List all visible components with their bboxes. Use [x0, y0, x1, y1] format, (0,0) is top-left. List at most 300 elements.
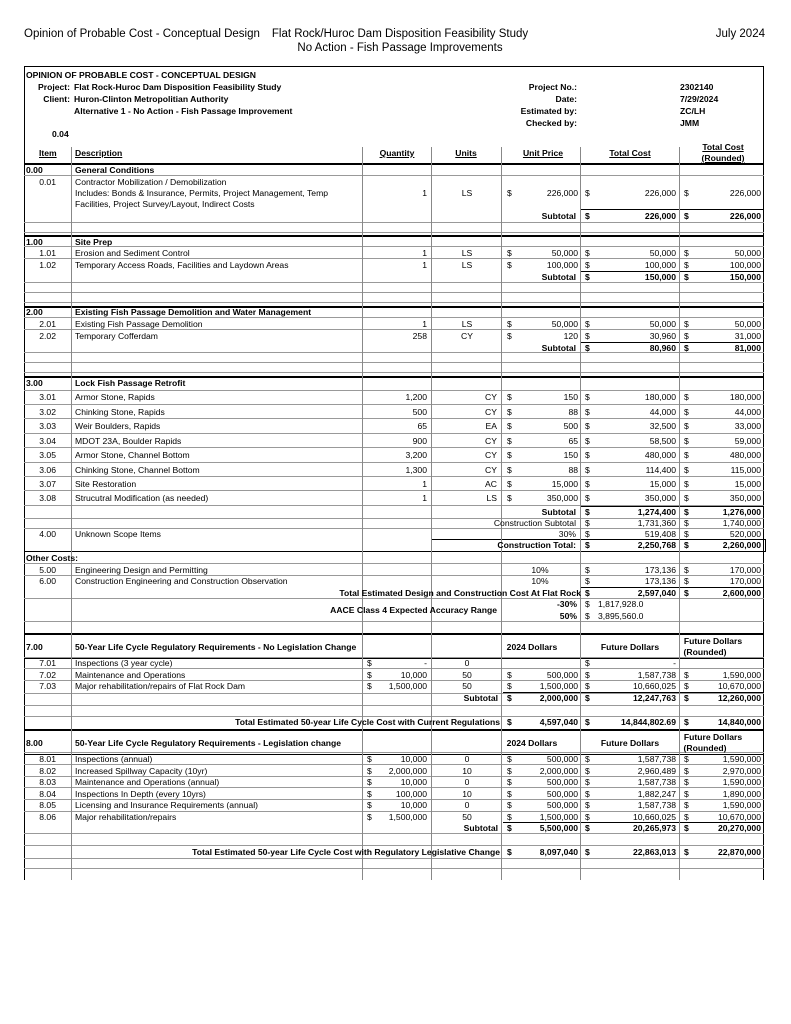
checked-by-label: Checked by: [525, 118, 577, 128]
currency-symbol: $ [684, 479, 689, 489]
currency-symbol: $ [507, 319, 512, 329]
row-unit-price: 150 [563, 392, 578, 402]
currency-symbol: $ [507, 407, 512, 417]
row-total-rounded: 170,000 [729, 576, 761, 586]
currency-symbol: $ [507, 436, 512, 446]
section-title: Existing Fish Passage Demolition and Water Management [75, 307, 312, 317]
column-divider [679, 147, 680, 880]
currency-symbol: $ [585, 800, 590, 810]
currency-symbol: $ [585, 479, 590, 489]
page-header-subtitle: No Action - Fish Passage Improvements [297, 42, 503, 54]
row-description: Increased Spillway Capacity (10yr) [75, 766, 208, 776]
accuracy-high-value: 3,895,560.0 [598, 611, 644, 621]
currency-symbol: $ [367, 670, 372, 680]
row-rule [24, 462, 764, 463]
row-item-number: 1.01 [39, 248, 56, 258]
row-quantity: 1 [422, 493, 427, 503]
alternative-name: Alternative 1 - No Action - Fish Passage Improvement [74, 106, 293, 116]
row-item-number: 5.00 [39, 565, 56, 575]
row-quantity: 1 [422, 188, 427, 198]
row-description: Armor Stone, Channel Bottom [75, 450, 190, 460]
row-item-number: 8.03 [39, 777, 56, 787]
subtotal-value: 150,000 [644, 272, 676, 282]
currency-symbol: $ [585, 565, 590, 575]
row-units: CY [485, 465, 497, 475]
currency-symbol: $ [585, 493, 590, 503]
row-2024-dollars: 1,500,000 [539, 812, 578, 822]
row-item-number: 3.02 [39, 407, 56, 417]
row-unit-price: 226,000 [546, 188, 578, 198]
row-item-number: 7.02 [39, 670, 56, 680]
currency-symbol: $ [684, 576, 689, 586]
row-percent: 10% [531, 576, 549, 586]
currency-symbol: $ [585, 248, 590, 258]
row-rule [24, 433, 764, 434]
row-2024-dollars: 500,000 [546, 789, 578, 799]
row-total-cost: 58,500 [649, 436, 676, 446]
row-total-rounded: 350,000 [729, 493, 761, 503]
row-total-cost: 30,960 [649, 331, 676, 341]
subtotal-2024-dollars: 5,500,000 [539, 823, 578, 833]
row-future-dollars: - [673, 658, 676, 668]
currency-symbol: $ [507, 670, 512, 680]
row-total-rounded: 170,000 [729, 565, 761, 575]
row-total-rounded: 50,000 [734, 319, 761, 329]
row-total-cost: 114,400 [645, 465, 676, 475]
currency-symbol: $ [684, 392, 689, 402]
currency-symbol: $ [507, 812, 512, 822]
currency-symbol: $ [507, 766, 512, 776]
row-quantity: 1,300 [405, 465, 427, 475]
currency-symbol: $ [684, 565, 689, 575]
row-total-cost: 15,000 [649, 479, 676, 489]
currency-symbol: $ [684, 331, 689, 341]
row-future-dollars: 1,587,738 [637, 777, 676, 787]
row-rule [24, 246, 764, 247]
column-header-item: Item [39, 148, 57, 158]
row-total-rounded: 115,000 [730, 465, 761, 475]
row-description: Temporary Access Roads, Facilities and Laydown Areas [75, 260, 289, 270]
row-total-cost: 44,000 [649, 407, 676, 417]
row-2024-dollars: 500,000 [546, 800, 578, 810]
row-annual-cost: 10,000 [400, 754, 427, 764]
subtotal-future-dollars: 20,265,973 [632, 823, 676, 833]
row-units: CY [485, 407, 497, 417]
row-rule [24, 490, 764, 491]
column-divider [71, 147, 72, 880]
project-no: 2302140 [680, 82, 714, 92]
row-total-rounded: 180,000 [729, 392, 761, 402]
row-description: Major rehabilitation/repairs of Flat Rock Dam [75, 681, 246, 691]
row-total-cost: 50,000 [649, 248, 676, 258]
row-total-cost: 100,000 [644, 260, 676, 270]
row-description: Maintenance and Operations (annual) [75, 777, 220, 787]
row-2024-dollars: 500,000 [546, 754, 578, 764]
row-description: Inspections (annual) [75, 754, 153, 764]
row-future-dollars: 10,660,025 [632, 812, 676, 822]
column-header-future-rounded: Future Dollars [683, 636, 743, 646]
row-units: AC [485, 479, 497, 489]
row-rule [24, 292, 764, 293]
row-item-number: 7.03 [39, 681, 56, 691]
subtotal-rounded: 81,000 [734, 343, 761, 353]
currency-symbol: $ [585, 658, 590, 668]
row-description: Existing Fish Passage Demolition [75, 319, 203, 329]
row-rule [24, 563, 764, 564]
currency-symbol: $ [507, 789, 512, 799]
row-description: Engineering Design and Permitting [75, 565, 208, 575]
row-description: Weir Boulders, Rapids [75, 421, 161, 431]
page-header-center: Flat Rock/Huroc Dam Disposition Feasibility Study [271, 28, 529, 40]
row-item-number: 7.01 [39, 658, 56, 668]
row-2024-dollars: 2,000,000 [539, 766, 578, 776]
currency-symbol: $ [684, 421, 689, 431]
row-years: 0 [464, 800, 470, 810]
row-units: LS [461, 319, 473, 329]
row-rule [24, 868, 764, 869]
column-header-description: Description [75, 148, 123, 158]
section-number: 8.00 [26, 738, 43, 748]
row-percent: 10% [531, 565, 549, 575]
row-description: Inspections In Depth (every 10yrs) [75, 789, 206, 799]
client-label: Client: [43, 94, 70, 104]
subtotal-rounded: 1,276,000 [722, 507, 761, 517]
row-unit-price: 65 [568, 436, 578, 446]
row-quantity: 1,200 [405, 392, 427, 402]
row-years: 10 [462, 766, 472, 776]
currency-symbol: $ [585, 188, 590, 198]
currency-symbol: $ [585, 693, 590, 703]
currency-symbol: $ [585, 681, 590, 691]
currency-symbol: $ [585, 319, 590, 329]
row-2024-dollars: 500,000 [546, 670, 578, 680]
row-units: CY [485, 436, 497, 446]
row-unit-price: 100,000 [546, 260, 578, 270]
row-quantity: 1 [422, 248, 427, 258]
currency-symbol: $ [507, 800, 512, 810]
currency-symbol: $ [507, 754, 512, 764]
currency-symbol: $ [585, 343, 590, 353]
life-cycle-total-2024: 4,597,040 [539, 717, 578, 727]
row-future-rounded: 10,670,000 [717, 681, 761, 691]
row-future-rounded: 2,970,000 [722, 766, 761, 776]
row-item-number: 1.02 [39, 260, 56, 270]
row-total-rounded: 44,000 [734, 407, 761, 417]
currency-symbol: $ [367, 812, 372, 822]
row-units: LS [486, 493, 497, 503]
currency-symbol: $ [507, 465, 512, 475]
row-future-rounded: 1,590,000 [722, 800, 761, 810]
currency-symbol: $ [684, 272, 689, 282]
row-future-rounded: 1,590,000 [722, 777, 761, 787]
column-header-unit-price: Unit Price [522, 148, 564, 158]
construction-total-label: Construction Total: [497, 540, 576, 550]
checked-by: JMM [680, 118, 700, 128]
section-number: 1.00 [26, 237, 43, 247]
row-annual-cost: 10,000 [400, 777, 427, 787]
subtotal-value: 226,000 [644, 211, 676, 221]
subtotal-label: Subtotal [463, 693, 498, 703]
version-number: 0.04 [52, 129, 69, 139]
row-item-number: 8.04 [39, 789, 56, 799]
currency-symbol: $ [585, 812, 590, 822]
row-annual-cost: 10,000 [400, 800, 427, 810]
row-annual-cost: 1,500,000 [388, 812, 427, 822]
currency-symbol: $ [684, 465, 689, 475]
page-header-left: Opinion of Probable Cost - Conceptual Design [24, 28, 260, 40]
column-header-rounded: (Rounded) [683, 647, 727, 657]
row-description: Temporary Cofferdam [75, 331, 158, 341]
currency-symbol: $ [585, 529, 590, 539]
row-item-number: 2.01 [39, 319, 56, 329]
column-divider [431, 147, 432, 880]
currency-symbol: $ [684, 248, 689, 258]
column-header-total-rounded: Total Cost [702, 142, 744, 152]
construction-subtotal-label: Construction Subtotal [493, 518, 576, 528]
row-future-dollars: 1,587,738 [637, 754, 676, 764]
row-units: EA [485, 421, 497, 431]
currency-symbol: $ [367, 754, 372, 764]
currency-symbol: $ [507, 717, 512, 727]
row-total-cost: 480,000 [644, 450, 676, 460]
currency-symbol: $ [684, 343, 689, 353]
currency-symbol: $ [684, 450, 689, 460]
column-header-future-rounded: Future Dollars [683, 732, 743, 742]
accuracy-low-value: 1,817,928.0 [598, 599, 644, 609]
row-quantity: 1 [422, 319, 427, 329]
column-divider [580, 147, 581, 880]
currency-symbol: $ [684, 681, 689, 691]
currency-symbol: $ [585, 754, 590, 764]
row-annual-cost: 10,000 [400, 670, 427, 680]
row-description: Contractor Mobilization / Demobilization [75, 177, 227, 187]
column-divider [362, 147, 363, 880]
row-years: 50 [462, 812, 472, 822]
row-item-number: 3.05 [39, 450, 56, 460]
row-unit-price: 88 [568, 465, 578, 475]
subtotal-future-dollars: 12,247,763 [632, 693, 676, 703]
section-divider [24, 633, 764, 635]
row-rule [24, 858, 764, 859]
currency-symbol: $ [684, 812, 689, 822]
row-description: Maintenance and Operations [75, 670, 186, 680]
currency-symbol: $ [684, 260, 689, 270]
project-label: Project: [38, 82, 70, 92]
column-header-future-dollars: Future Dollars [600, 642, 660, 652]
row-description: Erosion and Sediment Control [75, 248, 190, 258]
row-description: Armor Stone, Rapids [75, 392, 155, 402]
subtotal-rounded: 150,000 [729, 272, 761, 282]
currency-symbol: $ [367, 800, 372, 810]
currency-symbol: $ [684, 319, 689, 329]
column-header-total-cost: Total Cost [609, 148, 651, 158]
row-item-number: 6.00 [39, 576, 56, 586]
row-description: Licensing and Insurance Requirements (annual) [75, 800, 258, 810]
subtotal-value: 1,274,400 [637, 507, 676, 517]
row-rule [24, 705, 764, 706]
currency-symbol: $ [684, 777, 689, 787]
section-title: 50-Year Life Cycle Regulatory Requirements - Legislation change [75, 738, 342, 748]
currency-symbol: $ [367, 777, 372, 787]
currency-symbol: $ [684, 588, 689, 598]
life-cycle-total-2024: 8,097,040 [539, 847, 578, 857]
row-rule [24, 418, 764, 419]
currency-symbol: $ [684, 766, 689, 776]
total-design-construction-label: Total Estimated Design and Construction Cost At Flat Rock [339, 588, 581, 598]
section-divider [24, 235, 764, 237]
row-description: Unknown Scope Items [75, 529, 161, 539]
row-description: Chinking Stone, Rapids [75, 407, 165, 417]
row-unit-price: 500 [563, 421, 578, 431]
client-name: Huron-Clinton Metropolitian Authority [74, 94, 229, 104]
section-number: 0.00 [26, 165, 43, 175]
row-description: Chinking Stone, Channel Bottom [75, 465, 200, 475]
currency-symbol: $ [684, 407, 689, 417]
currency-symbol: $ [585, 823, 590, 833]
row-future-dollars: 1,882,247 [637, 789, 676, 799]
row-item-number: 8.02 [39, 766, 56, 776]
row-future-dollars: 1,587,738 [637, 800, 676, 810]
row-quantity: 1 [422, 260, 427, 270]
row-annual-cost: 100,000 [395, 789, 427, 799]
row-rule [24, 621, 764, 622]
row-unit-price: 350,000 [546, 493, 578, 503]
row-rule [24, 476, 764, 477]
row-rule [24, 372, 764, 373]
currency-symbol: $ [684, 436, 689, 446]
currency-symbol: $ [367, 681, 372, 691]
life-cycle-total-label: Total Estimated 50-year Life Cycle Cost with Regulatory Legislative Change [192, 847, 500, 857]
currency-symbol: $ [585, 392, 590, 402]
column-header-rounded: (Rounded) [683, 743, 727, 753]
row-rule [24, 390, 764, 391]
accuracy-low-percent: -30% [556, 599, 577, 609]
row-item-number: 8.06 [39, 812, 56, 822]
currency-symbol: $ [684, 800, 689, 810]
subtotal-rounded: 226,000 [729, 211, 761, 221]
row-total-rounded: 15,000 [734, 479, 761, 489]
construction-subtotal-rounded: 1,740,000 [722, 518, 761, 528]
row-rule [24, 232, 764, 233]
row-unit-price: 15,000 [551, 479, 578, 489]
row-quantity: 3,200 [405, 450, 427, 460]
row-rule [24, 845, 764, 846]
date-label: Date: [555, 94, 577, 104]
row-units: LS [461, 260, 473, 270]
unknown-scope-cost: 519,408 [644, 529, 676, 539]
row-item-number: 3.01 [39, 392, 56, 402]
currency-symbol: $ [585, 407, 590, 417]
currency-symbol: $ [507, 188, 512, 198]
currency-symbol: $ [585, 777, 590, 787]
section-number: 3.00 [26, 378, 43, 388]
row-future-rounded: 1,590,000 [722, 670, 761, 680]
estimated-by-label: Estimated by: [520, 106, 577, 116]
row-total-cost: 32,500 [649, 421, 676, 431]
section-title: General Conditions [75, 165, 155, 175]
row-rule [24, 404, 764, 405]
currency-symbol: $ [507, 260, 512, 270]
column-header-quantity: Quantity [379, 148, 415, 158]
row-2024-dollars: 1,500,000 [539, 681, 578, 691]
currency-symbol: $ [684, 188, 689, 198]
row-total-cost: 173,136 [644, 576, 676, 586]
row-annual-cost: 1,500,000 [388, 681, 427, 691]
subtotal-future-rounded: 12,260,000 [717, 693, 761, 703]
row-unit-price: 50,000 [551, 319, 578, 329]
construction-subtotal: 1,731,360 [637, 518, 676, 528]
page-header-date: July 2024 [715, 28, 765, 40]
row-item-number: 0.01 [39, 177, 56, 187]
row-item-number: 3.08 [39, 493, 56, 503]
row-future-dollars: 1,587,738 [637, 670, 676, 680]
row-unit-price: 150 [563, 450, 578, 460]
row-description: MDOT 23A, Boulder Rapids [75, 436, 182, 446]
row-unit-price: 50,000 [551, 248, 578, 258]
life-cycle-total-rounded: 22,870,000 [717, 847, 761, 857]
row-total-rounded: 33,000 [734, 421, 761, 431]
subtotal-label: Subtotal [541, 507, 576, 517]
currency-symbol: $ [684, 540, 689, 550]
row-description: Includes: Bonds & Insurance, Permits, Project Management, Temp [75, 188, 329, 198]
currency-symbol: $ [585, 450, 590, 460]
row-future-rounded: 1,890,000 [722, 789, 761, 799]
row-item-number: 8.05 [39, 800, 56, 810]
row-years: 50 [462, 670, 472, 680]
currency-symbol: $ [585, 331, 590, 341]
row-item-number: 3.07 [39, 479, 56, 489]
accuracy-range-label: AACE Class 4 Expected Accuracy Range [330, 605, 497, 615]
subtotal-label: Subtotal [541, 272, 576, 282]
currency-symbol: $ [507, 392, 512, 402]
currency-symbol: $ [684, 847, 689, 857]
column-header-units: Units [455, 148, 477, 158]
currency-symbol: $ [585, 211, 590, 221]
row-description: Construction Engineering and Construction Observation [75, 576, 288, 586]
currency-symbol: $ [585, 260, 590, 270]
row-units: LS [461, 248, 473, 258]
construction-total-rounded: 2,260,000 [722, 540, 761, 550]
project-no-label: Project No.: [528, 82, 577, 92]
row-description: Facilities, Project Survey/Layout, Indirect Costs [75, 199, 255, 209]
row-units: CY [485, 392, 497, 402]
column-header-2024-dollars: 2024 Dollars [506, 642, 558, 652]
currency-symbol: $ [585, 766, 590, 776]
row-years: 0 [464, 754, 470, 764]
row-quantity: 65 [417, 421, 427, 431]
row-total-rounded: 100,000 [729, 260, 761, 270]
column-header-2024-dollars: 2024 Dollars [506, 738, 558, 748]
row-total-rounded: 226,000 [729, 188, 761, 198]
currency-symbol: $ [585, 518, 590, 528]
currency-symbol: $ [585, 588, 590, 598]
currency-symbol: $ [585, 670, 590, 680]
row-units: CY [485, 450, 497, 460]
row-item-number: 3.06 [39, 465, 56, 475]
row-rule [24, 222, 764, 223]
section-number: 7.00 [26, 642, 43, 652]
row-total-cost: 226,000 [644, 188, 676, 198]
row-quantity: 500 [412, 407, 427, 417]
life-cycle-total-future: 22,863,013 [632, 847, 676, 857]
currency-symbol: $ [585, 272, 590, 282]
currency-symbol: $ [507, 493, 512, 503]
currency-symbol: $ [367, 789, 372, 799]
currency-symbol: $ [585, 847, 590, 857]
currency-symbol: $ [507, 823, 512, 833]
row-future-rounded: 10,670,000 [717, 812, 761, 822]
row-rule [24, 362, 764, 363]
